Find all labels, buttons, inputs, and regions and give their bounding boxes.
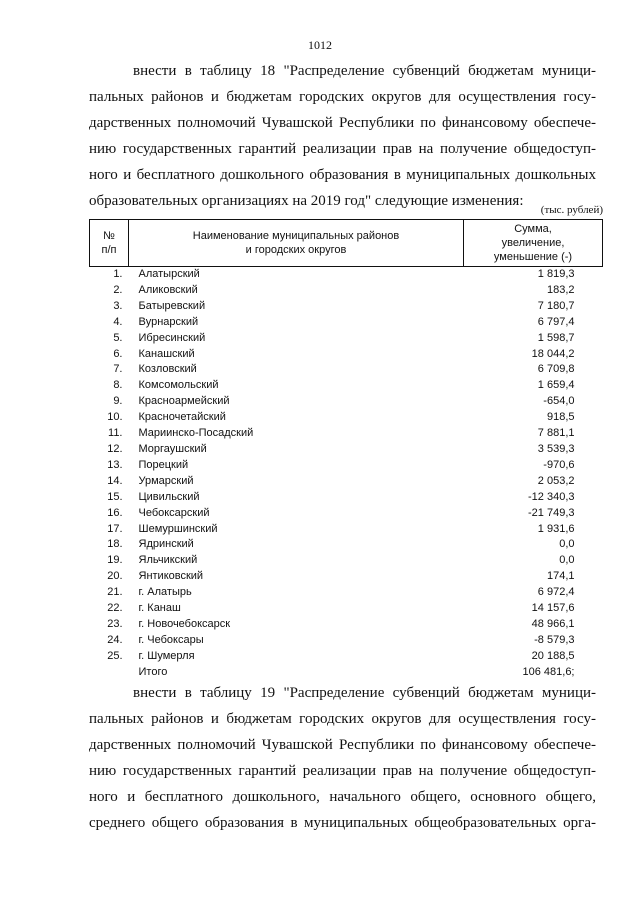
table-row	[90, 410, 603, 426]
intro-line: ного и бесплатного дошкольного образования в муниципальных дошкольных	[89, 167, 596, 183]
row-amount: 14 157,6	[531, 602, 575, 615]
table-row	[90, 633, 603, 649]
row-name: Яльчикский	[138, 554, 198, 567]
row-amount: 2 053,2	[537, 474, 575, 487]
row-amount: -12 340,3	[528, 490, 575, 503]
row-amount: 6 972,4	[537, 586, 575, 599]
header-amount	[464, 220, 603, 267]
row-amount: 6 797,4	[537, 315, 575, 328]
row-amount: 20 188,5	[531, 649, 575, 662]
row-amount: -970,6	[543, 458, 575, 471]
row-name: г. Чебоксары	[138, 633, 204, 646]
header-num-line: №	[103, 230, 115, 242]
row-num: 21.	[107, 586, 123, 599]
row-name: Урмарский	[138, 474, 194, 487]
outro-line: нию государственных гарантий реализации прав на получение общедоступ-	[89, 763, 596, 779]
outro-line: дарственных полномочий Чувашской Республики по финансовому обеспече-	[89, 737, 596, 753]
table-row	[90, 506, 603, 522]
table-row	[90, 426, 603, 442]
row-amount: 174,1	[546, 570, 575, 583]
intro-line: дарственных полномочий Чувашской Республики по финансовому обеспече-	[89, 115, 596, 131]
row-name: г. Шумерля	[138, 649, 195, 662]
row-name: Алатырский	[138, 268, 200, 280]
row-name: г. Алатырь	[138, 586, 192, 599]
table-row	[90, 537, 603, 553]
row-amount: 48 966,1	[531, 617, 575, 630]
row-name: Красночетайский	[138, 411, 226, 424]
row-name: Вурнарский	[138, 315, 199, 328]
row-num: 4.	[113, 315, 123, 328]
row-num: 16.	[107, 506, 123, 519]
row-amount: -8 579,3	[534, 633, 575, 646]
header-num-line: п/п	[101, 244, 117, 256]
row-num: 22.	[107, 602, 123, 615]
table-row	[90, 522, 603, 538]
row-num: 1.	[113, 268, 123, 280]
header-amount-line: Сумма,	[514, 223, 552, 235]
row-num: 2.	[113, 283, 123, 296]
row-amount: -654,0	[543, 395, 575, 408]
row-num: 6.	[113, 347, 123, 360]
table-header-row	[90, 220, 603, 267]
row-name: Порецкий	[138, 458, 189, 471]
outro-paragraph	[89, 680, 596, 836]
row-amount: 918,5	[546, 411, 575, 424]
row-name: г. Канаш	[138, 602, 181, 615]
table-row	[90, 490, 603, 506]
row-amount: 1 659,4	[537, 379, 575, 392]
row-num: 25.	[107, 649, 123, 662]
row-num: 20.	[107, 570, 123, 583]
row-num: 8.	[113, 379, 123, 392]
table-row	[90, 553, 603, 569]
row-num: 24.	[107, 633, 123, 646]
row-num: 18.	[107, 538, 123, 551]
outro-line: среднего общего образования в муниципальных общеобразовательных орга-	[89, 815, 596, 831]
row-num: 9.	[113, 395, 123, 408]
row-num: 11.	[108, 427, 123, 440]
row-num: 17.	[107, 522, 123, 535]
table-row	[90, 458, 603, 474]
row-name: Чебоксарский	[138, 506, 210, 519]
header-num	[90, 220, 129, 267]
row-amount: 7 180,7	[537, 299, 575, 312]
row-name: Ибресинский	[138, 331, 206, 344]
table-row	[90, 378, 603, 394]
header-amount-line: увеличение,	[501, 237, 565, 249]
row-name: Красноармейский	[138, 395, 230, 408]
table-row	[90, 394, 603, 410]
total-amount: 106 481,6;	[522, 665, 575, 678]
outro-line: ного и бесплатного дошкольного, начального общего, основного общего,	[89, 789, 596, 805]
row-name: Янтиковский	[138, 570, 204, 583]
row-name: Моргаушский	[138, 442, 207, 455]
table-row	[90, 315, 603, 331]
row-num: 5.	[113, 331, 123, 344]
row-name: Канашский	[138, 347, 195, 360]
row-amount: 0,0	[559, 538, 575, 551]
subvention-table	[89, 219, 603, 681]
row-amount: 1 819,3	[537, 268, 575, 280]
table-row	[90, 617, 603, 633]
table-row	[90, 362, 603, 378]
total-num	[90, 665, 129, 681]
row-amount: 1 598,7	[537, 331, 575, 344]
outro-line: внести в таблицу 19 "Распределение субвенций бюджетам муници-	[133, 685, 596, 701]
total-label: Итого	[138, 665, 168, 678]
page-number: 1012	[308, 38, 332, 52]
table-row	[90, 569, 603, 585]
table-row	[90, 331, 603, 347]
row-num: 23.	[107, 617, 123, 630]
row-num: 15.	[107, 490, 123, 503]
row-num: 12.	[107, 442, 123, 455]
header-name-line: и городских округов	[245, 244, 347, 256]
header-name-line: Наименование муниципальных районов	[192, 230, 400, 242]
table-row	[90, 299, 603, 315]
row-name: Комсомольский	[138, 379, 219, 392]
header-name	[129, 220, 464, 267]
table-row	[90, 601, 603, 617]
row-num: 13.	[107, 458, 123, 471]
row-name: Козловский	[138, 363, 197, 376]
intro-line: пальных районов и бюджетам городских округов для осуществления госу-	[89, 89, 596, 105]
row-name: Аликовский	[138, 283, 198, 296]
row-num: 7.	[113, 363, 123, 376]
row-amount: 3 539,3	[537, 442, 575, 455]
table-row	[90, 347, 603, 363]
outro-line: пальных районов и бюджетам городских округов для осуществления госу-	[89, 711, 596, 727]
row-name: г. Новочебоксарск	[138, 617, 231, 630]
table-row	[90, 585, 603, 601]
row-name: Цивильский	[138, 490, 200, 503]
intro-line: образовательных организациях на 2019 год" следующие изменения:	[89, 193, 524, 209]
row-amount: 1 931,6	[537, 522, 575, 535]
row-amount: 183,2	[546, 283, 575, 296]
table-total-row	[90, 665, 603, 681]
row-num: 19.	[107, 554, 123, 567]
table-row	[90, 283, 603, 299]
row-amount: -21 749,3	[528, 506, 575, 519]
row-name: Ядринский	[138, 538, 194, 551]
table-row	[90, 474, 603, 490]
row-amount: 0,0	[559, 554, 575, 567]
table-row	[90, 267, 603, 283]
row-num: 14.	[107, 474, 123, 487]
row-name: Шемуршинский	[138, 522, 218, 535]
header-amount-line: уменьшение (-)	[493, 251, 573, 263]
intro-line: нию государственных гарантий реализации прав на получение общедоступ-	[89, 141, 596, 157]
row-num: 10.	[107, 411, 123, 424]
unit-note: (тыс. рублей)	[540, 204, 603, 216]
row-name: Мариинско-Посадский	[138, 427, 254, 440]
row-name: Батыревский	[138, 299, 206, 312]
row-amount: 6 709,8	[537, 363, 575, 376]
row-num: 3.	[113, 299, 123, 312]
table-row	[90, 649, 603, 665]
row-amount: 7 881,1	[537, 427, 575, 440]
row-amount: 18 044,2	[531, 347, 575, 360]
table-row	[90, 442, 603, 458]
intro-line: внести в таблицу 18 "Распределение субвенций бюджетам муници-	[133, 63, 596, 79]
intro-paragraph	[89, 58, 596, 214]
